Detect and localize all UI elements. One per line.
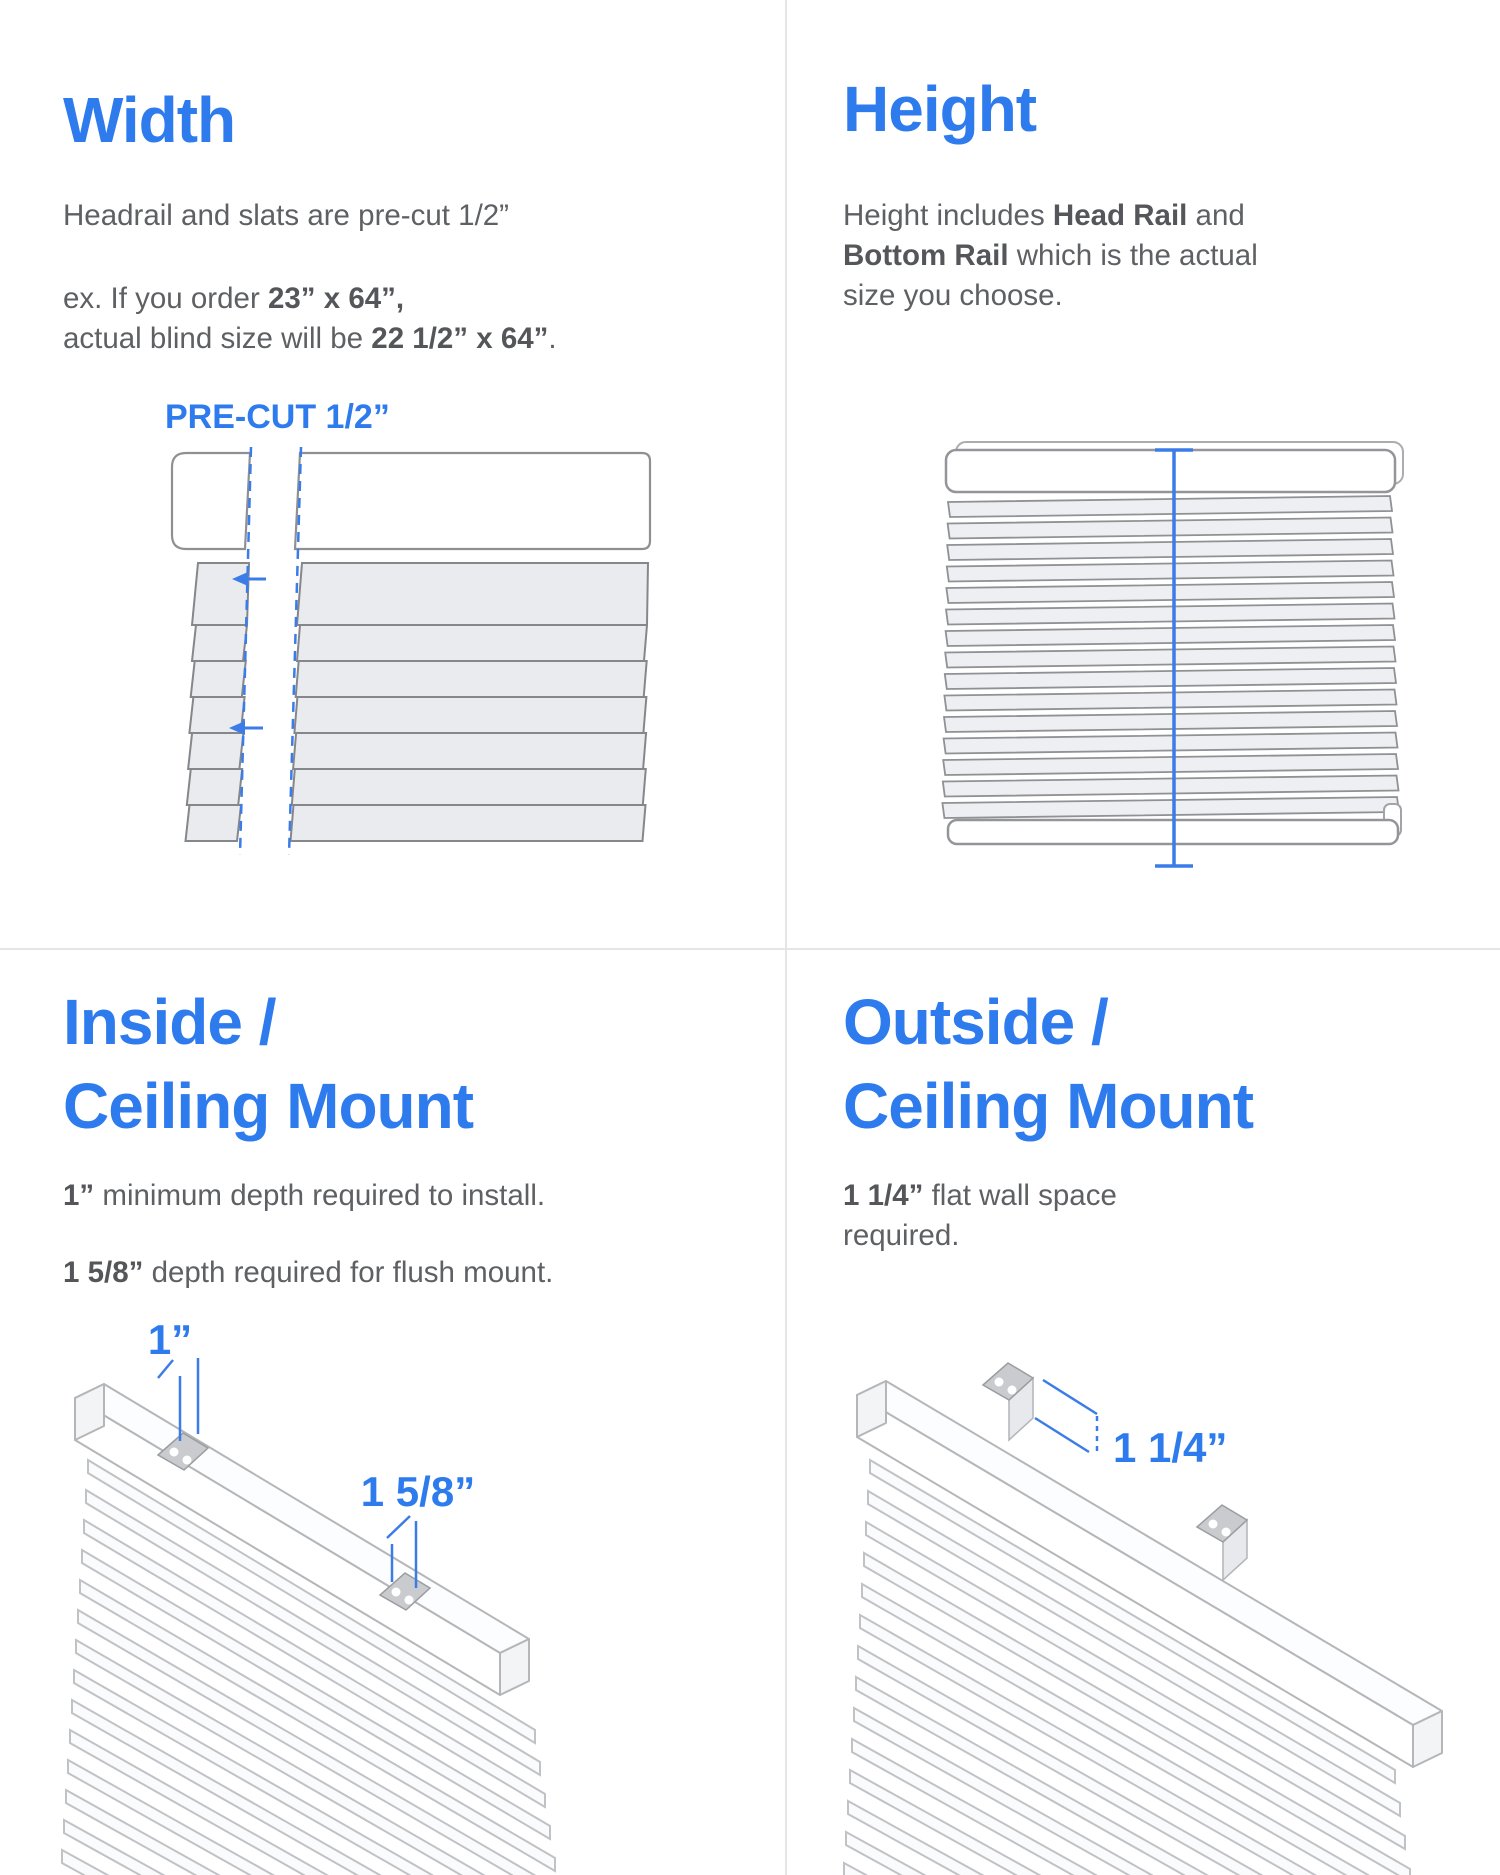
slat-stack	[942, 496, 1399, 818]
slat	[945, 668, 1396, 689]
slat	[187, 769, 242, 805]
slat	[943, 776, 1399, 797]
width-intro: Headrail and slats are pre-cut 1/2”	[63, 199, 510, 232]
slat	[942, 797, 1399, 818]
slat	[192, 625, 247, 661]
inside-mount-diagram	[30, 1310, 755, 1875]
flush-depth-label: 1 5/8”	[360, 1468, 476, 1515]
width-precut-diagram	[150, 445, 660, 870]
min-depth-label: 1”	[147, 1316, 193, 1363]
slat	[186, 805, 242, 841]
outside-mount-title: Outside / Ceiling Mount	[843, 986, 1254, 1142]
slat	[943, 754, 1398, 775]
height-description: Height includes Head Rail and Bottom Rail which is the actual size you choose.	[843, 199, 1258, 312]
bracket-icon	[1197, 1505, 1247, 1580]
slat	[297, 563, 648, 625]
slat	[948, 496, 1392, 517]
headrail-right-piece	[295, 453, 650, 549]
slat	[944, 733, 1398, 754]
precut-label: PRE-CUT 1/2”	[165, 398, 390, 436]
left-slat-stack	[186, 625, 248, 841]
wall-space-label: 1 1/4”	[1113, 1424, 1228, 1471]
bracket-icon	[983, 1363, 1033, 1440]
height-title: Height	[843, 73, 1037, 145]
slat	[191, 661, 246, 697]
slat	[844, 1863, 1460, 1875]
slat	[291, 805, 646, 841]
inside-mount-title: Inside / Ceiling Mount	[63, 986, 474, 1142]
vertical-divider	[785, 0, 787, 1875]
slat	[946, 625, 1395, 646]
head-rail-term: Head Rail	[1052, 199, 1188, 232]
slat	[293, 733, 646, 769]
headrail-left-piece	[172, 453, 250, 549]
width-example: ex. If you order 23” x 64”, actual blind size will be 22 1/2” x 64”.	[63, 282, 557, 355]
slat	[945, 647, 1395, 668]
slat	[946, 582, 1394, 603]
slat	[292, 769, 646, 805]
horizontal-divider	[0, 948, 1500, 950]
inside-req-flush-depth: 1 5/8” depth required for flush mount.	[63, 1256, 554, 1289]
slat	[188, 733, 243, 769]
wall-space-measure	[1035, 1380, 1097, 1456]
headrail	[946, 450, 1395, 492]
bottom-rail-term: Bottom Rail	[843, 239, 1009, 272]
slat	[294, 697, 646, 733]
slat	[947, 561, 1394, 582]
slat	[944, 711, 1397, 732]
width-title: Width	[63, 84, 236, 156]
outside-mount-diagram	[835, 1330, 1500, 1875]
slat	[947, 539, 1393, 560]
actual-size: 22 1/2” x 64”	[371, 322, 549, 355]
outside-req-wall-space: 1 1/4” flat wall space required.	[843, 1179, 1117, 1252]
right-slat-stack	[291, 625, 648, 841]
slat	[946, 604, 1395, 625]
ordered-size: 23” x 64”,	[267, 282, 405, 315]
height-diagram	[938, 438, 1418, 883]
inside-req-min-depth: 1” minimum depth required to install.	[63, 1179, 546, 1212]
slat	[948, 518, 1393, 539]
slat	[296, 661, 647, 697]
slat	[944, 690, 1396, 711]
slat	[192, 563, 249, 625]
slat	[297, 625, 647, 661]
